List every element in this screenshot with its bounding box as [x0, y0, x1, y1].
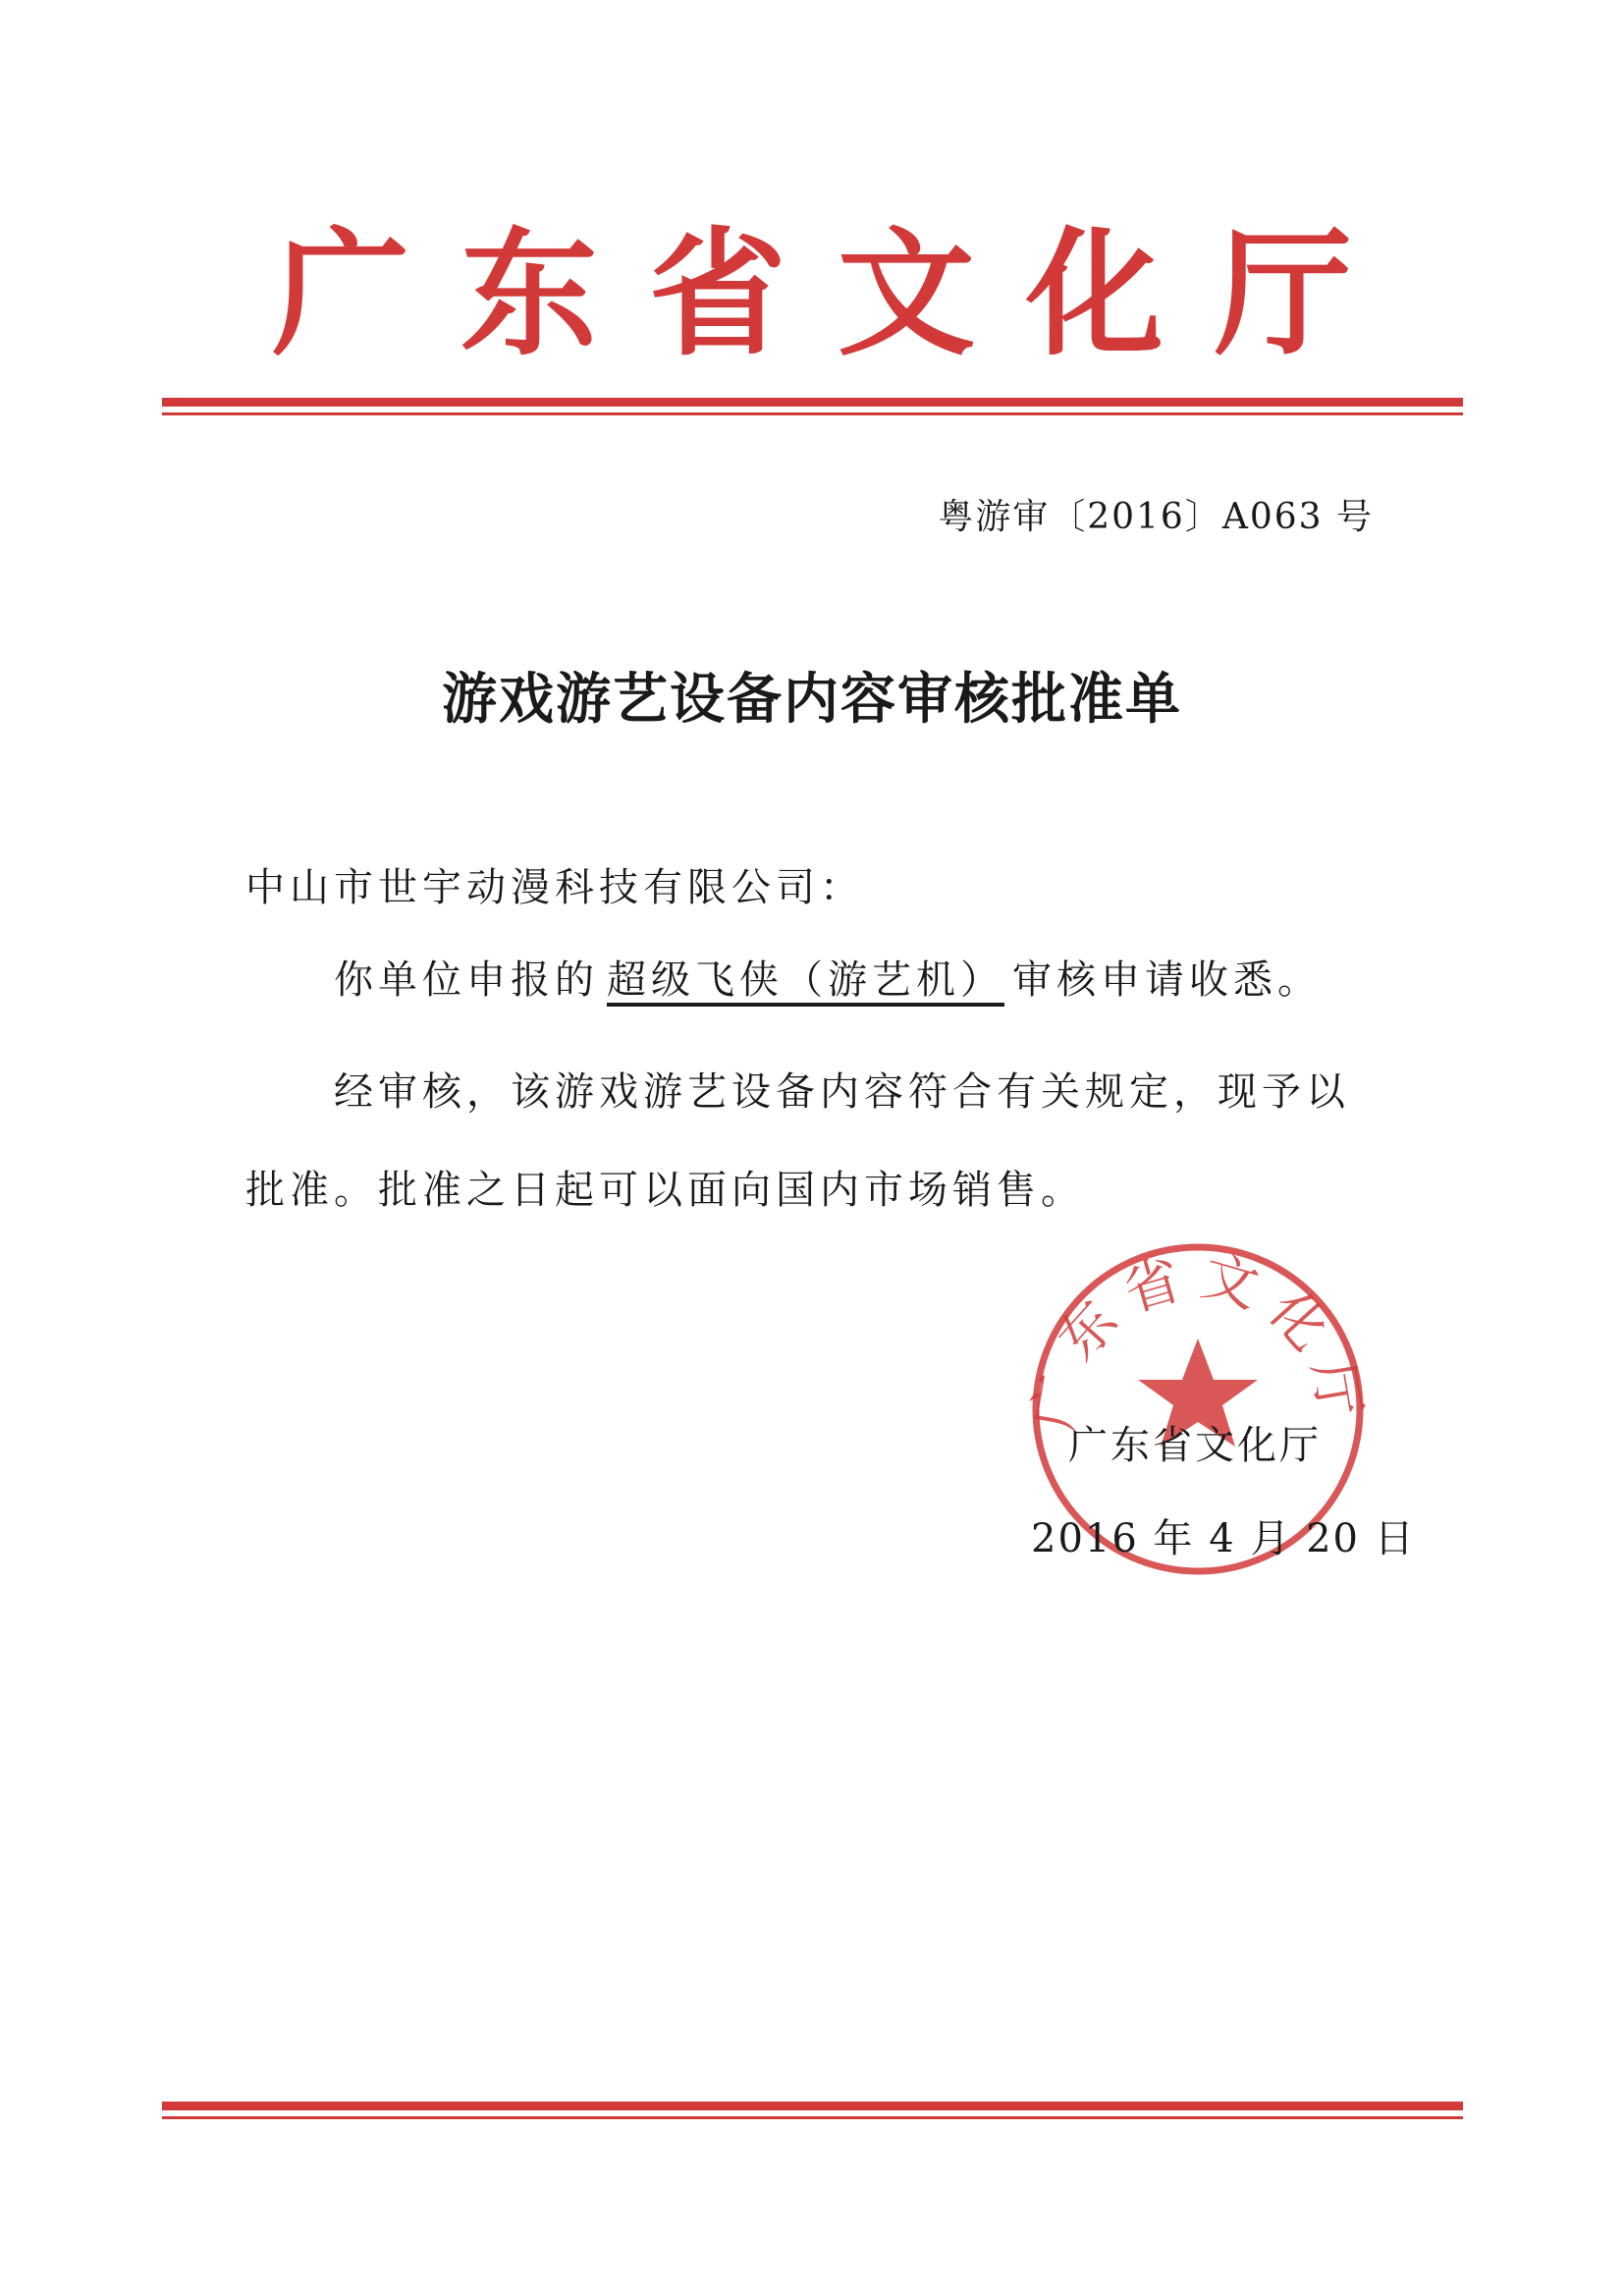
paragraph-2: 经审核，该游戏游艺设备内容符合有关规定，现予以批准。批准之日起可以面向国内市场销售。 [245, 1069, 1350, 1213]
document-title: 游戏游艺设备内容审核批准单 [442, 667, 1182, 732]
document-number: 粤游审〔2016〕A063 号 [938, 497, 1374, 537]
footer-rule-thick [162, 2102, 1463, 2110]
product-name: 超级飞侠（游艺机） [607, 957, 1004, 1003]
paragraph-1 [245, 949, 1375, 1005]
issue-date: 2016 年 4 月 20 日 [1031, 1516, 1416, 1561]
salutation: 中山市世宇动漫科技有限公司： [245, 865, 864, 910]
paragraph-1-tail: 审核申请收悉。 [1012, 957, 1322, 1003]
letterhead-rule-thin [162, 412, 1463, 415]
svg-text:广东省文化厅: 广东省文化厅 [1021, 1243, 1375, 1436]
paragraph-1-lead: 你单位申报的 [334, 957, 599, 1003]
letterhead-rule-thick [162, 398, 1463, 407]
footer-rule-thin [162, 2116, 1463, 2119]
letterhead-title: 广东省文化厅 [271, 214, 1403, 375]
issuer-signature: 广东省文化厅 [1068, 1423, 1322, 1468]
